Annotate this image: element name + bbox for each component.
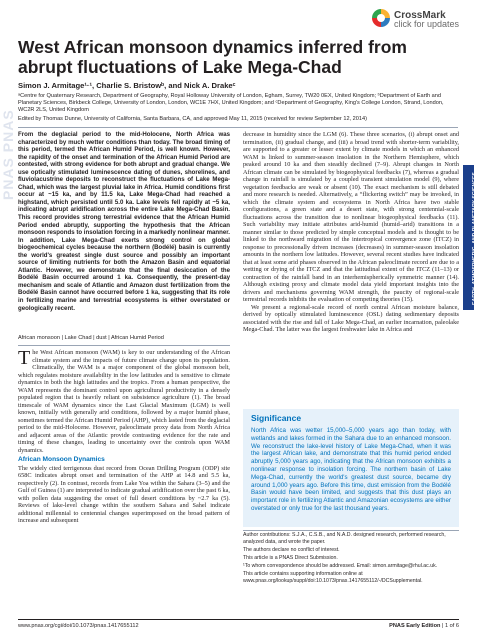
author-list: Simon J. Armitage¹·¹, Charlie S. Bristowᵇ, and Nick A. Drakeᶜ [18,81,236,90]
crossmark-badge[interactable] [372,9,462,31]
edited-by: Edited by Thomas Dunne, University of California, Santa Barbara, CA, and approved May 11, 2015 (received for review September 12, 2014) [18,116,367,122]
doi-link[interactable]: www.pnas.org/cgi/doi/10.1073/pnas.1417655112 [18,623,139,629]
page-number: 1 of 6 [445,623,459,629]
section-paragraph: The widely cited terrigenous dust record from Ocean Drilling Program (ODP) site 658C indicates abrupt onset and termination of the AHP at 14.8 and 5.5 ka, respectively (2). In contrast, records from Lake Yoa within the Sahara (3–5) and the Gulf of Guinea (1) are interpreted to indicate gradual aridification over the past 6 ka, with pollen data suggesting the onset of full desert conditions by ~2.7 ka (5). Reviews of lake-level change within the southern Sahara and Sahel indicate additional millennial to centennial changes superimposed on the broad pattern of increase and subsequent [18,464,230,524]
article-notes [243,532,459,586]
note-supporting-info[interactable]: This article contains supporting information online at www.pnas.org/lookup/suppl/doi:10.1073/pnas.1417655112/-/DCSupplemental. [243,571,423,584]
notes-divider [243,530,459,531]
keywords: African monsoon | Lake Chad | dust | African Humid Period [18,335,164,341]
section-heading: African Monsoon Dynamics [18,456,105,463]
header-divider [18,127,458,128]
right-column-body [243,131,459,334]
right-paragraph-2: We present a regional-scale record of north central African moisture balance, derived by optically stimulated luminescence (OSL) dating sedimentary deposits associated with the rise and fall of Lake Mega-Chad, an earlier incarnation, paleolake Mega-Chad. The latter was the largest freshwater lake in Africa and [243,303,459,333]
note-correspondence[interactable]: ¹To whom correspondence should be addressed. Email: simon.armitage@rhul.ac.uk. [243,563,438,569]
footer-divider [18,619,459,620]
note-conflict: The authors declare no conflict of interest. [243,547,340,553]
abstract: From the deglacial period to the mid-Holocene, North Africa was characterized by much wetter conditions than today. The broad timing of this period, termed the African Humid Period, is well known. However, the rapidity of the onset and termination of the African Humid Period are contested, with strong evidence for both abrupt and gradual change. We use optically stimulated luminescence dating of dunes, shorelines, and fluviolacustrine deposits to reconstruct the fluctuations of Lake Mega-Chad, which was the largest pluvial lake in Africa. Humid conditions first occur at ~15 ka, and by 11.5 ka, Lake Mega-Chad had reached a highstand, which persisted until 5.0 ka. Lake levels fell rapidly at ~5 ka, indicating abrupt aridification across the entire Lake Mega-Chad Basin. This record provides strong terrestrial evidence that the African Humid Period ended abruptly, supporting the hypothesis that the African monsoon responds to insolation forcing in a markedly nonlinear manner. In addition, Lake Mega-Chad exerts strong control on global biogeochemical cycles because the northern (Bodélé) basin is currently the world's greatest single dust source and possibly an important source of limiting nutrients for both the Amazon Basin and equatorial Atlantic. However, we demonstrate that the final desiccation of the Bodélé Basin occurred around 1 ka. Consequently, the present-day mechanism and scale of Atlantic and Amazon dust fertilization from the Bodélé Basin cannot have occurred before 1 ka, suggesting that its role in fertilizing marine and terrestrial ecosystems is either overstated or geologically recent. [18,131,230,312]
significance-title: Significance [251,413,302,423]
left-column-body [18,349,230,525]
right-paragraph-1: decrease in humidity since the LGM (6). These three scenarios, (i) abrupt onset and termination, (ii) gradual change, and (iii) a broad trend with shorter-term variability, are supported to a greater or lesser extent by climate models in which an enhanced WAM is linked to summer-season insolation in the Northern Hemisphere, which peaked around 10 ka and then steadily declined (7–9). Abrupt changes in North African climate can be simulated by biogeophysical feedbacks (7), whereas a gradual change in rainfall is simulated by a coupled transient simulation model (9), where vegetation feedbacks are weak or absent (10). The exact mechanism is still debated and more research is needed. Alternatively, a “flickering switch” may be invoked, in which the climate system and ecosystems in North Africa have two stable configurations, a green state and a desert state, with strong centennial-scale fluctuations across the transition due to nonlinear biogeophysical feedbacks (11). Such variability may initiate attributes arid-humid (humid–arid) transitions in a manner similar to those predicted by simple conceptual models and is thought to be linked to the northward migration of the intertropical convergence zone (ITCZ) in response to precessionally driven increases (decreases) in summer-season insolation amounts in the northern low latitudes. However, several recent studies have indicated that at least some arid phases observed in the African paleoclimate record are due to a wetting or drying of the ITCZ and that the latitudinal extent of the ITCZ (11–13) or contraction of the rainfall band in an interhemispherically symmetric manner (14). Although existing proxy and climate model data yield important insights into the drivers and mechanisms governing WAM strength, the paucity of regional-scale terrestrial records inhibits the evaluation of competing theories (15). [243,131,459,303]
crossmark-icon [372,9,390,27]
crossmark-label: CrossMark [394,10,446,21]
journal-side-watermark: PNAS PNAS [0,109,16,200]
significance-text: North Africa was wetter 15,000–5,000 years ago than today, with wetlands and lakes formed in the Sahara due to an enhanced monsoon. We reconstruct the lake-level history of Lake Mega-Chad, when it was the largest African lake, and demonstrate that this humid period ended abruptly 5,000 years ago, indicating that the African monsoon exhibits a nonlinear response to insolation forcing. The northern basin of Lake Mega-Chad, currently the world's greatest dust source, became dry around 1,000 years ago. Before this time, dust emission from the Bodélé Basin would have been limited, and suggests that this dust plays an important role in fertilizing Atlantic and Amazonian ecosystems are either overstated or only true for the last thousand years. [251,427,451,512]
affiliations: ᵃCentre for Quaternary Research, Department of Geography, Royal Holloway University of London, Egham, Surrey, TW20 0EX, United Kingdom; ᵇDepartment of Earth and Planetary Sciences, Birkbeck College, University of London, London, WC1E 7HX, United Kingdom; and ᶜDepartment of Geography, King's College London, Strand, London, WC2R 2LS, United Kingdom [18,93,444,113]
note-submission: This article is a PNAS Direct Submission. [243,555,338,561]
article-title: West African monsoon dynamics inferred from abrupt fluctuations of Lake Mega-Chad [18,37,407,77]
significance-box [243,409,459,527]
keywords-divider [18,345,230,346]
drop-cap: T [18,347,31,369]
intro-paragraph: The West African monsoon (WAM) is key to our understanding of the African climate system and the impacts of future climate change upon its population. Climatically, the WAM is a major component of the global monsoon belt, which regulates moisture availability in the low latitudes and is sensitive to climate dynamics in both the high latitudes and the tropics. From a human perspective, the WAM represents the dominant control upon agricultural productivity in a densely populated region that is heavily reliant on subsistence agriculture (1). The broad timescale of WAM dynamics since the Last Glacial Maximum (LGM) is well known, initially with generally arid conditions, followed by a major humid phase, sometimes termed the African Humid Period (AHP), which lasted from the deglacial period to the mid-Holocene. However, paleoclimate proxy data from North Africa and adjacent areas of the Atlantic provide contrasting evidence for the rate and timing of these changes, leading to uncertainty over the controls upon WAM dynamics. [18,347,230,454]
footer-journal: PNAS Early Edition | 1 of 6 [389,623,459,629]
note-contributions: Author contributions: S.J.A., C.S.B., and N.A.D. designed research, performed research, analyzed data, and wrote the paper. [243,532,446,545]
page-footer [18,623,459,632]
subject-tag: EARTH, ATMOSPHERIC, AND PLANETARY SCIENCES [463,165,474,310]
crossmark-sublabel: click for updates [394,19,460,29]
